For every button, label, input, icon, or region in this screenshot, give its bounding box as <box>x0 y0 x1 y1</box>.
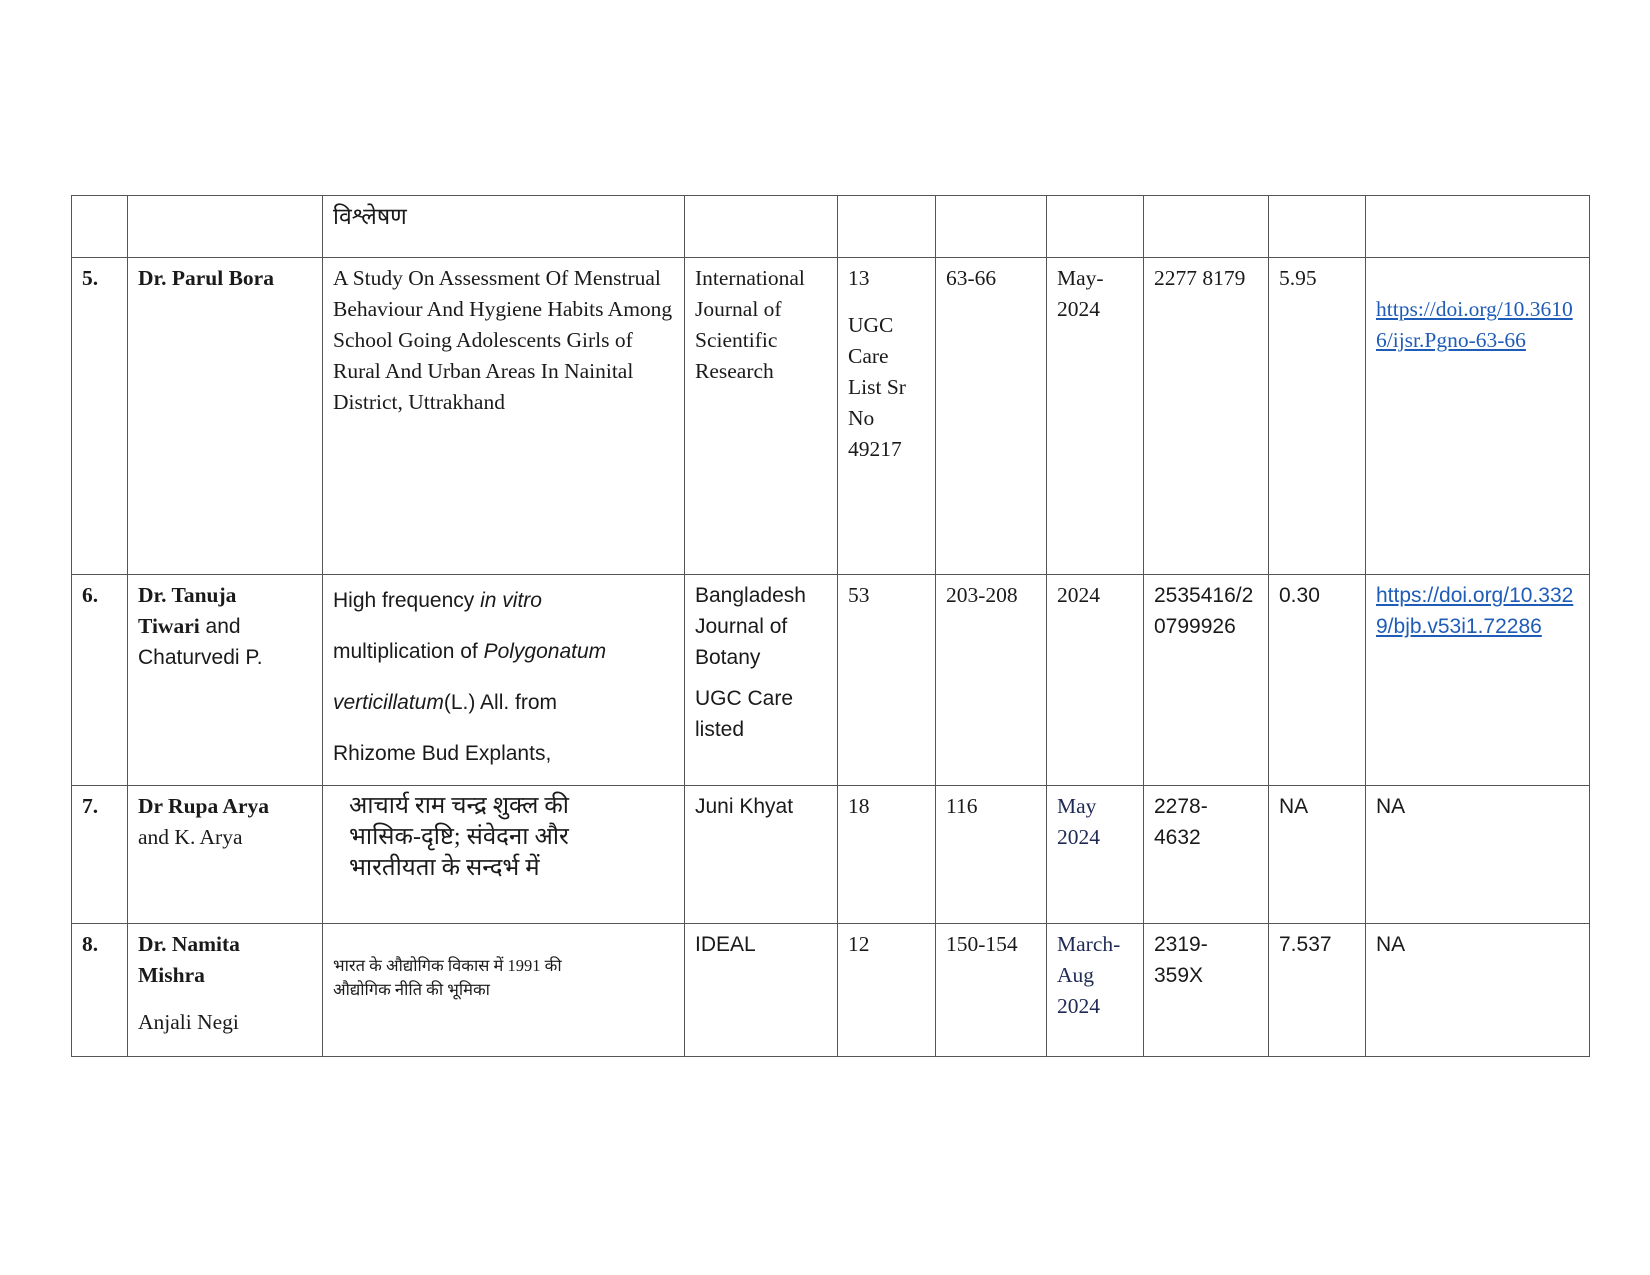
page-range: 203-208 <box>936 575 1047 786</box>
journal-name: Juni Khyat <box>685 786 838 924</box>
sr-number: 5. <box>72 258 128 575</box>
impact-factor: 7.537 <box>1269 924 1366 1057</box>
impact-cell <box>1269 196 1366 258</box>
issn-number: 2319-359X <box>1144 924 1269 1057</box>
author-and: and <box>199 615 241 638</box>
sr-number: 7. <box>72 786 128 924</box>
volume-cell <box>838 258 936 575</box>
volume-number: 18 <box>838 786 936 924</box>
title-italic: verticillatum <box>333 691 444 714</box>
title-text: (L.) All. from <box>443 691 558 714</box>
title-text: multiplication of <box>333 640 484 663</box>
paper-title: भारत के औद्योगिक विकास में 1991 की औद्योगिक नीति की भूमिका <box>323 924 685 1057</box>
co-author-name: Anjali Negi <box>138 1010 239 1034</box>
journal-name: Bangladesh Journal of Botany <box>695 584 806 669</box>
issn-number: 2277 8179 <box>1144 258 1269 575</box>
issn-number: 2535416/20799926 <box>1144 575 1269 786</box>
title-cell <box>323 196 685 258</box>
ugc-care-note: UGC Care listed <box>695 687 794 741</box>
table-row-continued <box>72 196 1590 258</box>
volume-cell <box>838 196 936 258</box>
issn-number: 2278-4632 <box>1144 786 1269 924</box>
author-cell <box>128 575 323 786</box>
author-cell <box>128 196 323 258</box>
issn-cell <box>1144 196 1269 258</box>
title-text: High frequency <box>333 589 481 612</box>
co-author-name: Chaturvedi P. <box>138 646 263 669</box>
paper-title: A Study On Assessment Of Menstrual Behaviour And Hygiene Habits Among School Going Adolescents Girls of Rural And Urban Areas In Nainital District, Uttrakhand <box>323 258 685 575</box>
title-italic: in vitro <box>480 589 542 612</box>
paper-title: विश्लेषण <box>333 204 407 229</box>
publication-date: May 2024 <box>1047 786 1144 924</box>
paper-title: आचार्य राम चन्द्र शुक्ल की भासिक-दृष्टि; संवेदना और भारतीयता के सन्दर्भ में <box>323 786 685 924</box>
journal-cell <box>685 575 838 786</box>
author-name: Dr. Parul Bora <box>128 258 323 575</box>
ugc-care-note: UGC Care List Sr No 49217 <box>848 313 906 461</box>
pages-cell <box>936 196 1047 258</box>
page-range: 116 <box>936 786 1047 924</box>
sr-number: 6. <box>72 575 128 786</box>
link-text: NA <box>1366 786 1590 924</box>
sr-number: 8. <box>72 924 128 1057</box>
link-cell <box>1366 575 1590 786</box>
impact-factor: 5.95 <box>1269 258 1366 575</box>
title-cell <box>323 575 685 786</box>
author-name: Dr Rupa Arya <box>138 794 270 818</box>
sr-cell <box>72 196 128 258</box>
author-name: Dr. Namita Mishra <box>138 932 240 987</box>
author-cell <box>128 924 323 1057</box>
author-cell <box>128 786 323 924</box>
page-range: 63-66 <box>936 258 1047 575</box>
date-cell <box>1047 196 1144 258</box>
author-name-line2: Tiwari <box>138 614 200 638</box>
link-text: NA <box>1366 924 1590 1057</box>
publication-date: May-2024 <box>1047 258 1144 575</box>
volume-number: 13 <box>848 266 870 290</box>
journal-name: IDEAL <box>685 924 838 1057</box>
publication-date: 2024 <box>1047 575 1144 786</box>
doi-link[interactable]: https://doi.org/10.36106/ijsr.Pgno-63-66 <box>1376 297 1573 352</box>
page-range: 150-154 <box>936 924 1047 1057</box>
co-author-name: and K. Arya <box>138 825 243 849</box>
impact-factor: NA <box>1269 786 1366 924</box>
publications-table <box>71 195 1590 1057</box>
impact-factor: 0.30 <box>1269 575 1366 786</box>
publication-date: March-Aug 2024 <box>1047 924 1144 1057</box>
table-row <box>72 258 1590 575</box>
volume-number: 53 <box>838 575 936 786</box>
table-row <box>72 786 1590 924</box>
journal-name: International Journal of Scientific Research <box>685 258 838 575</box>
table-row <box>72 575 1590 786</box>
link-cell <box>1366 258 1590 575</box>
table-row <box>72 924 1590 1057</box>
link-cell <box>1366 196 1590 258</box>
volume-number: 12 <box>838 924 936 1057</box>
doi-link[interactable]: https://doi.org/10.3329/bjb.v53i1.72286 <box>1376 584 1574 638</box>
journal-cell <box>685 196 838 258</box>
title-text: Rhizome Bud Explants, <box>333 742 552 765</box>
title-italic: Polygonatum <box>483 640 607 663</box>
author-name-line1: Dr. Tanuja <box>138 583 237 607</box>
